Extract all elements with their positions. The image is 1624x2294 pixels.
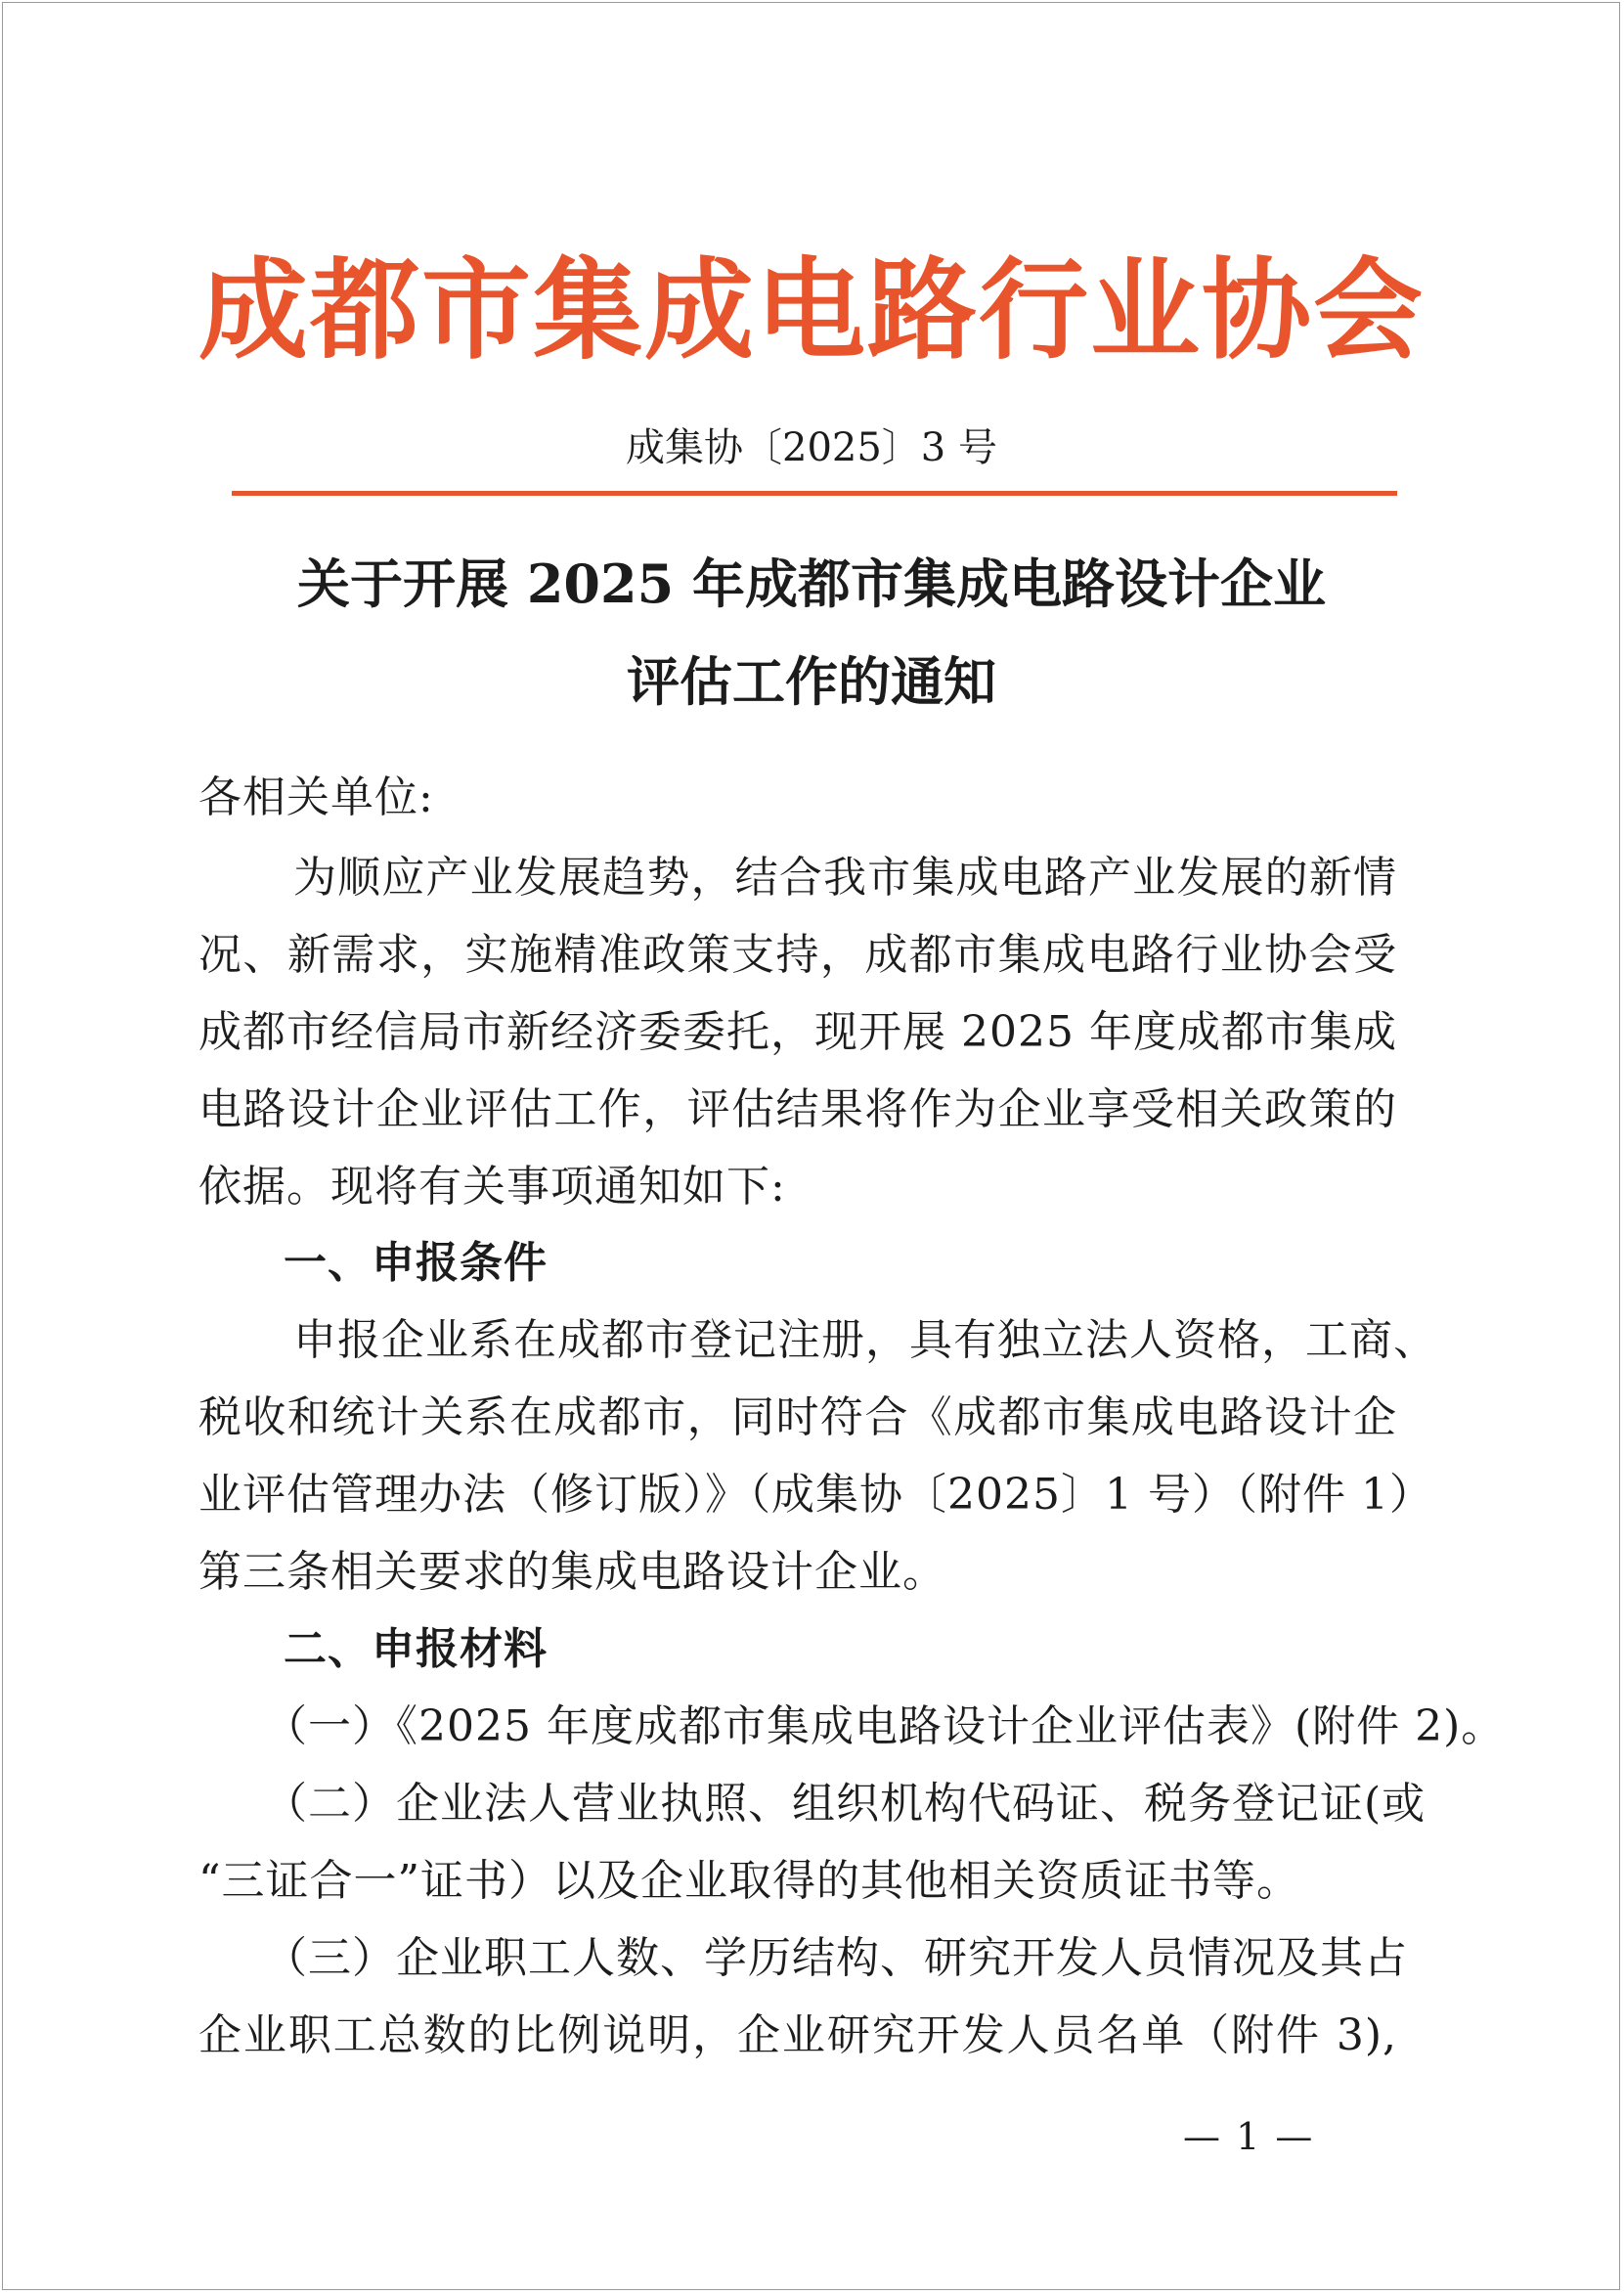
- list-item: （三）企业职工人数、学历结构、研究开发人员情况及其占: [264, 1933, 1408, 1983]
- paragraph-line: 第三条相关要求的集成电路设计企业。: [198, 1547, 946, 1597]
- section-heading-materials: 二、申报材料: [284, 1624, 548, 1674]
- page-number: — 1 —: [1183, 2115, 1315, 2158]
- list-item: （二）企业法人营业执照、组织机构代码证、税务登记证(或: [264, 1779, 1426, 1829]
- document-number: 成集协〔2025〕3 号: [626, 425, 997, 470]
- list-item-continuation: “三证合一”证书）以及企业取得的其他相关资质证书等。: [198, 1856, 1300, 1906]
- paragraph-line: 税收和统计关系在成都市，同时符合《成都市集成电路设计企: [198, 1392, 1397, 1442]
- paragraph-line: 成都市经信局市新经济委委托，现开展 2025 年度成都市集成: [198, 1007, 1397, 1057]
- section-heading-conditions: 一、申报条件: [284, 1238, 548, 1288]
- paragraph-line: 电路设计企业评估工作，评估结果将作为企业享受相关政策的: [198, 1084, 1397, 1134]
- paragraph-line: 况、新需求，实施精准政策支持，成都市集成电路行业协会受: [198, 930, 1397, 980]
- list-item: （一）《2025 年度成都市集成电路设计企业评估表》(附件 2)。: [264, 1701, 1506, 1751]
- red-divider-line: [232, 491, 1397, 496]
- paragraph-line: 依据。现将有关事项通知如下:: [198, 1162, 786, 1212]
- document-title-line-2: 评估工作的通知: [627, 650, 996, 713]
- document-title-line-1: 关于开展 2025 年成都市集成电路设计企业: [297, 552, 1326, 615]
- list-item-continuation: 企业职工总数的比例说明，企业研究开发人员名单（附件 3),: [198, 2010, 1397, 2060]
- salutation: 各相关单位:: [198, 772, 434, 822]
- paragraph-line: 为顺应产业发展趋势，结合我市集成电路产业发展的新情: [293, 853, 1397, 903]
- paragraph-line: 业评估管理办法（修订版）》（成集协〔2025〕1 号）（附件 1）: [198, 1470, 1433, 1520]
- paragraph-line: 申报企业系在成都市登记注册，具有独立法人资格，工商、: [293, 1315, 1437, 1365]
- issuer-name: 成都市集成电路行业协会: [198, 247, 1425, 375]
